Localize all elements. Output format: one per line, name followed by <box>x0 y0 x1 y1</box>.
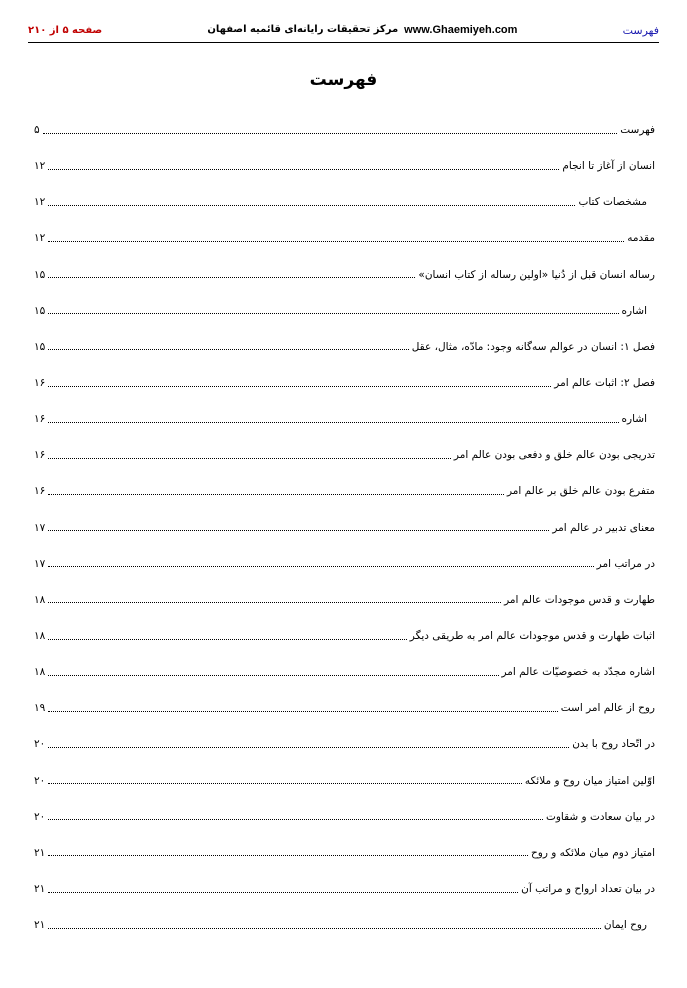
dot-leader <box>48 639 407 640</box>
toc-entry[interactable] <box>34 437 655 473</box>
dot-leader <box>48 422 618 423</box>
dot-leader <box>48 530 549 531</box>
toc-entry[interactable] <box>34 401 655 437</box>
dot-leader <box>48 458 451 459</box>
toc-entry-page: ۲۰ <box>34 774 46 787</box>
dot-leader <box>48 566 593 567</box>
toc-entry[interactable] <box>34 690 655 726</box>
toc-entry[interactable] <box>34 835 655 871</box>
toc-entry-label[interactable]: تدریجی بودن عالم خلق و دفعی بودن عالم امر <box>453 449 655 462</box>
toc-entry-label[interactable]: اشاره <box>621 304 647 317</box>
toc-entry-page: ۲۱ <box>34 846 46 859</box>
toc-entry-label[interactable]: طهارت و قدس موجودات عالم امر <box>504 593 655 606</box>
dot-leader <box>48 855 528 856</box>
toc-entry-label[interactable]: روح ایمان <box>603 919 647 932</box>
dot-leader <box>48 602 501 603</box>
toc-entry[interactable] <box>34 112 655 148</box>
toc-entry-label[interactable]: اوّلین امتیاز میان روح و ملائکه <box>524 774 655 787</box>
toc-entry-page: ۱۲ <box>34 160 46 173</box>
toc-entry[interactable] <box>34 763 655 799</box>
dot-leader <box>48 205 575 206</box>
toc-entry-page: ۱۲ <box>34 196 46 209</box>
toc-entry-label[interactable]: انسان از آغاز تا انجام <box>562 160 655 173</box>
toc-entry-label[interactable]: فصل ۱: انسان در عوالم سه‌گانه وجود: مادّه، مثال، عقل <box>411 340 655 353</box>
dot-leader <box>48 169 559 170</box>
toc-entry-label[interactable]: در مراتب امر <box>596 557 655 570</box>
dot-leader <box>48 711 557 712</box>
toc-entry[interactable] <box>34 365 655 401</box>
toc-entry-page: ۱۵ <box>34 268 46 281</box>
dot-leader <box>48 783 522 784</box>
toc-entry[interactable] <box>34 546 655 582</box>
page-header <box>28 18 659 43</box>
toc-entry-label[interactable]: اشاره <box>621 413 647 426</box>
toc-entry-page: ۲۰ <box>34 738 46 751</box>
toc-entry-page: ۱۸ <box>34 630 46 643</box>
toc-entry[interactable] <box>34 871 655 907</box>
toc-entry-label[interactable]: اشاره مجدّد به خصوصیّات عالم امر <box>501 666 655 679</box>
toc-entry-label[interactable]: فهرست <box>620 124 655 137</box>
toc-entry-page: ۱۵ <box>34 304 46 317</box>
toc-entry-label[interactable]: روح از عالم امر است <box>560 702 655 715</box>
dot-leader <box>48 241 624 242</box>
dot-leader <box>48 747 569 748</box>
dot-leader <box>43 133 618 134</box>
toc-entry-page: ۱۸ <box>34 593 46 606</box>
toc-entry-label[interactable]: در بیان تعداد ارواح و مراتب آن <box>521 883 655 896</box>
toc-entry[interactable] <box>34 257 655 293</box>
dot-leader <box>48 819 543 820</box>
toc-entry[interactable] <box>34 907 655 943</box>
header-center <box>207 24 517 36</box>
section-link[interactable]: فهرست <box>622 23 659 37</box>
toc-entry-label[interactable]: در اتّحاد روح با بدن <box>572 738 655 751</box>
toc-entry-page: ۲۰ <box>34 810 46 823</box>
dot-leader <box>48 675 498 676</box>
toc-entry[interactable] <box>34 473 655 509</box>
toc-entry[interactable] <box>34 220 655 256</box>
toc-entry-page: ۱۶ <box>34 413 46 426</box>
dot-leader <box>48 277 415 278</box>
toc-entry-label[interactable]: اثبات طهارت و قدس موجودات عالم امر به طریقی دیگر <box>409 630 655 643</box>
toc-entry-page: ۵ <box>34 124 40 137</box>
dot-leader <box>48 386 551 387</box>
toc-entry-page: ۱۵ <box>34 340 46 353</box>
toc-entry[interactable] <box>34 618 655 654</box>
publisher-name: مرکز تحقیقات رایانه‌ای قائمیه اصفهان <box>207 24 399 35</box>
dot-leader <box>48 892 518 893</box>
dot-leader <box>48 313 618 314</box>
toc-entry[interactable] <box>34 293 655 329</box>
toc-entry-label[interactable]: مشخصات کتاب <box>578 196 647 209</box>
page-number-label: صفحه ۵ از ۲۱۰ <box>28 24 103 36</box>
dot-leader <box>48 349 408 350</box>
toc-entry[interactable] <box>34 510 655 546</box>
dot-leader <box>48 928 601 929</box>
toc-entry[interactable] <box>34 184 655 220</box>
toc-entry-page: ۱۷ <box>34 557 46 570</box>
toc-entry-page: ۱۶ <box>34 377 46 390</box>
toc-entry[interactable] <box>34 329 655 365</box>
toc-entry-page: ۲۱ <box>34 883 46 896</box>
toc-entry-label[interactable]: معنای تدبیر در عالم امر <box>552 521 655 534</box>
table-of-contents <box>34 112 655 943</box>
toc-entry-label[interactable]: متفرع بودن عالم خلق بر عالم امر <box>507 485 655 498</box>
toc-entry-label[interactable]: امتیاز دوم میان ملائکه و روح <box>530 846 655 859</box>
toc-entry-label[interactable]: رساله انسان قبل از دُنیا «اولین رساله از کتاب انسان» <box>418 268 655 281</box>
toc-entry-page: ۱۷ <box>34 521 46 534</box>
toc-entry-label[interactable]: فصل ۲: اثبات عالم امر <box>554 377 655 390</box>
toc-entry[interactable] <box>34 582 655 618</box>
toc-entry-label[interactable]: در بیان سعادت و شقاوت <box>545 810 655 823</box>
toc-entry[interactable] <box>34 148 655 184</box>
toc-entry[interactable] <box>34 799 655 835</box>
toc-entry-page: ۱۲ <box>34 232 46 245</box>
toc-entry-page: ۱۹ <box>34 702 46 715</box>
toc-entry-page: ۱۶ <box>34 485 46 498</box>
toc-entry[interactable] <box>34 654 655 690</box>
toc-entry-page: ۲۱ <box>34 919 46 932</box>
toc-entry-page: ۱۶ <box>34 449 46 462</box>
dot-leader <box>48 494 504 495</box>
toc-entry[interactable] <box>34 726 655 762</box>
page-title: فهرست <box>309 70 378 90</box>
toc-entry-page: ۱۸ <box>34 666 46 679</box>
website-link[interactable]: www.Ghaemiyeh.com <box>404 24 518 36</box>
toc-entry-label[interactable]: مقدمه <box>627 232 655 245</box>
